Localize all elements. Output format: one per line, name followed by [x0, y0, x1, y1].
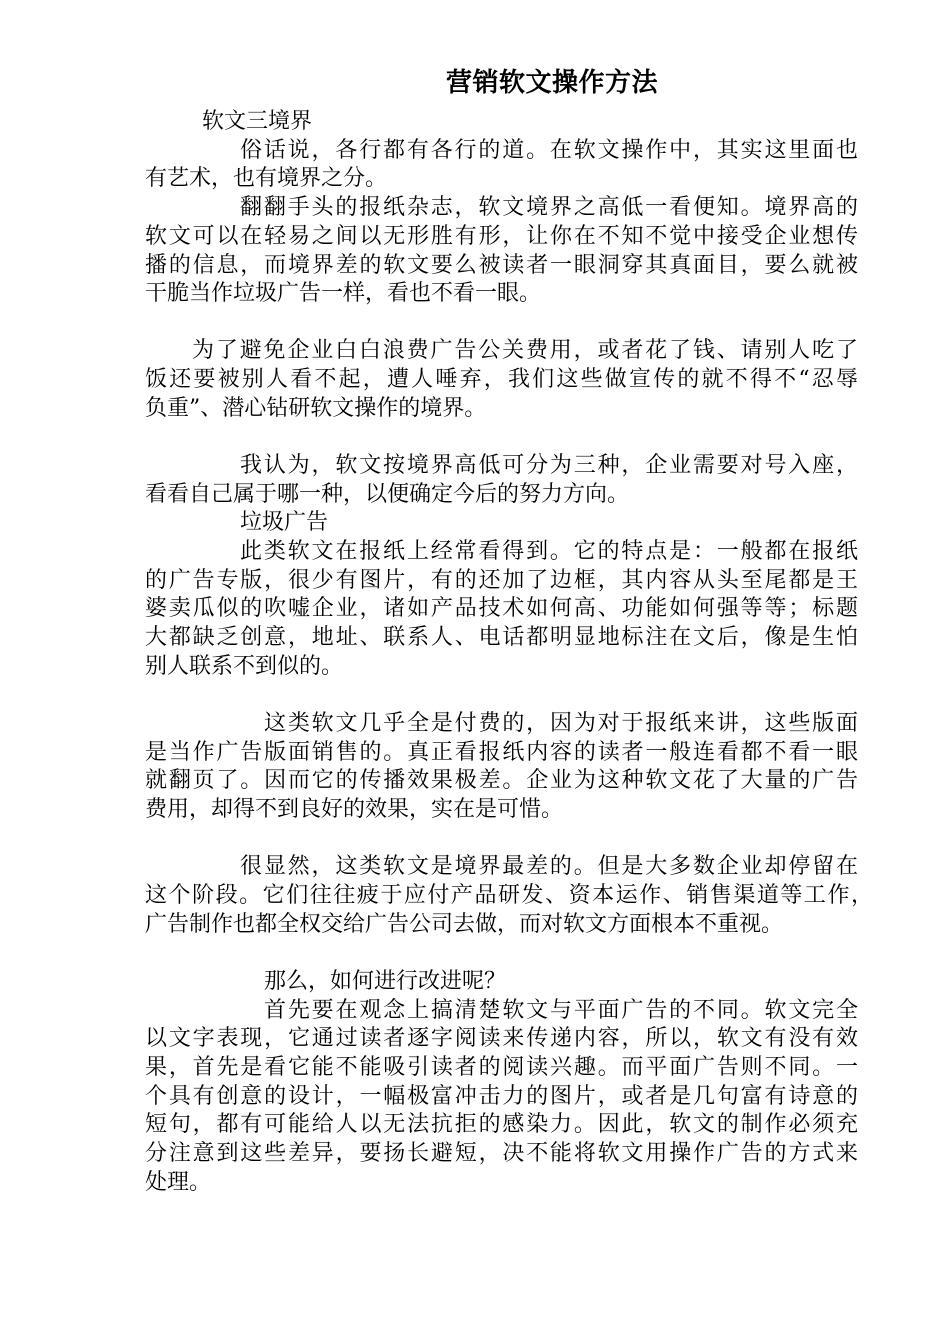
paragraph-line: 那么，如何进行改进呢？	[264, 969, 507, 994]
section-heading-junk-ads: 垃圾广告	[240, 510, 329, 535]
paragraph-line: 费用，却得不到良好的效果，实在是可惜。	[145, 797, 564, 822]
paragraph-line: 这类软文几乎全是付费的，因为对于报纸来讲，这些版面	[264, 711, 858, 736]
paragraph-line: 干脆当作垃圾广告一样，看也不看一眼。	[145, 281, 542, 306]
paragraph-line: 为了避免企业白白浪费广告公关费用，或者花了钱、请别人吃了	[192, 338, 858, 363]
paragraph-line: 俗话说，各行都有各行的道。在软文操作中，其实这里面也	[240, 138, 858, 163]
paragraph-line: 的广告专版，很少有图片，有的还加了边框，其内容从头至尾都是王	[145, 568, 858, 593]
paragraph-line: 有艺术，也有境界之分。	[145, 166, 388, 191]
paragraph-line: 婆卖瓜似的吹嘘企业，诸如产品技术如何高、功能如何强等等；标题	[145, 596, 858, 621]
paragraph-line: 个具有创意的设计，一幅极富冲击力的图片，或者是几句富有诗意的	[145, 1084, 858, 1109]
paragraph-line: 翻翻手头的报纸杂志，软文境界之高低一看便知。境界高的	[240, 195, 858, 220]
paragraph-line: 短句，都有可能给人以无法抗拒的感染力。因此，软文的制作必须充	[145, 1112, 858, 1137]
paragraph-line: 这个阶段。它们往往疲于应付产品研发、资本运作、销售渠道等工作，	[145, 883, 873, 908]
paragraph-line: 别人联系不到似的。	[145, 654, 344, 679]
document-title: 营销软文操作方法	[446, 68, 659, 98]
paragraph-line: 负重”、潜心钻研软文操作的境界。	[145, 396, 487, 421]
paragraph-line: 大都缺乏创意，地址、联系人、电话都明显地标注在文后，像是生怕	[145, 625, 858, 650]
paragraph-line: 饭还要被别人看不起，遭人唾弃，我们这些做宣传的就不得不“忍辱	[145, 367, 858, 392]
paragraph-line: 此类软文在报纸上经常看得到。它的特点是：一般都在报纸	[240, 539, 858, 564]
paragraph-line: 以文字表现，它通过读者逐字阅读来传递内容，所以，软文有没有效	[145, 1026, 858, 1051]
paragraph-line: 就翻页了。因而它的传播效果极差。企业为这种软文花了大量的广告	[145, 768, 858, 793]
paragraph-line: 广告制作也都全权交给广告公司去做，而对软文方面根本不重视。	[145, 912, 784, 937]
section-heading-three-levels: 软文三境界	[202, 109, 313, 134]
paragraph-line: 软文可以在轻易之间以无形胜有形，让你在不知不觉中接受企业想传	[145, 224, 858, 249]
paragraph-line: 是当作广告版面销售的。真正看报纸内容的读者一般连看都不看一眼	[145, 740, 858, 765]
paragraph-line: 处理。	[145, 1170, 212, 1195]
paragraph-line: 我认为，软文按境界高低可分为三种，企业需要对号入座，	[240, 453, 858, 478]
paragraph-line: 很显然，这类软文是境界最差的。但是大多数企业却停留在	[240, 854, 858, 879]
paragraph-line: 首先要在观念上搞清楚软文与平面广告的不同。软文完全	[264, 998, 858, 1023]
paragraph-line: 播的信息，而境界差的软文要么被读者一眼洞穿其真面目，要么就被	[145, 253, 858, 278]
paragraph-line: 分注意到这些差异，要扬长避短，决不能将软文用操作广告的方式来	[145, 1141, 858, 1166]
paragraph-line: 果，首先是看它能不能吸引读者的阅读兴趣。而平面广告则不同。一	[145, 1055, 858, 1080]
paragraph-line: 看看自己属于哪一种，以便确定今后的努力方向。	[145, 482, 630, 507]
